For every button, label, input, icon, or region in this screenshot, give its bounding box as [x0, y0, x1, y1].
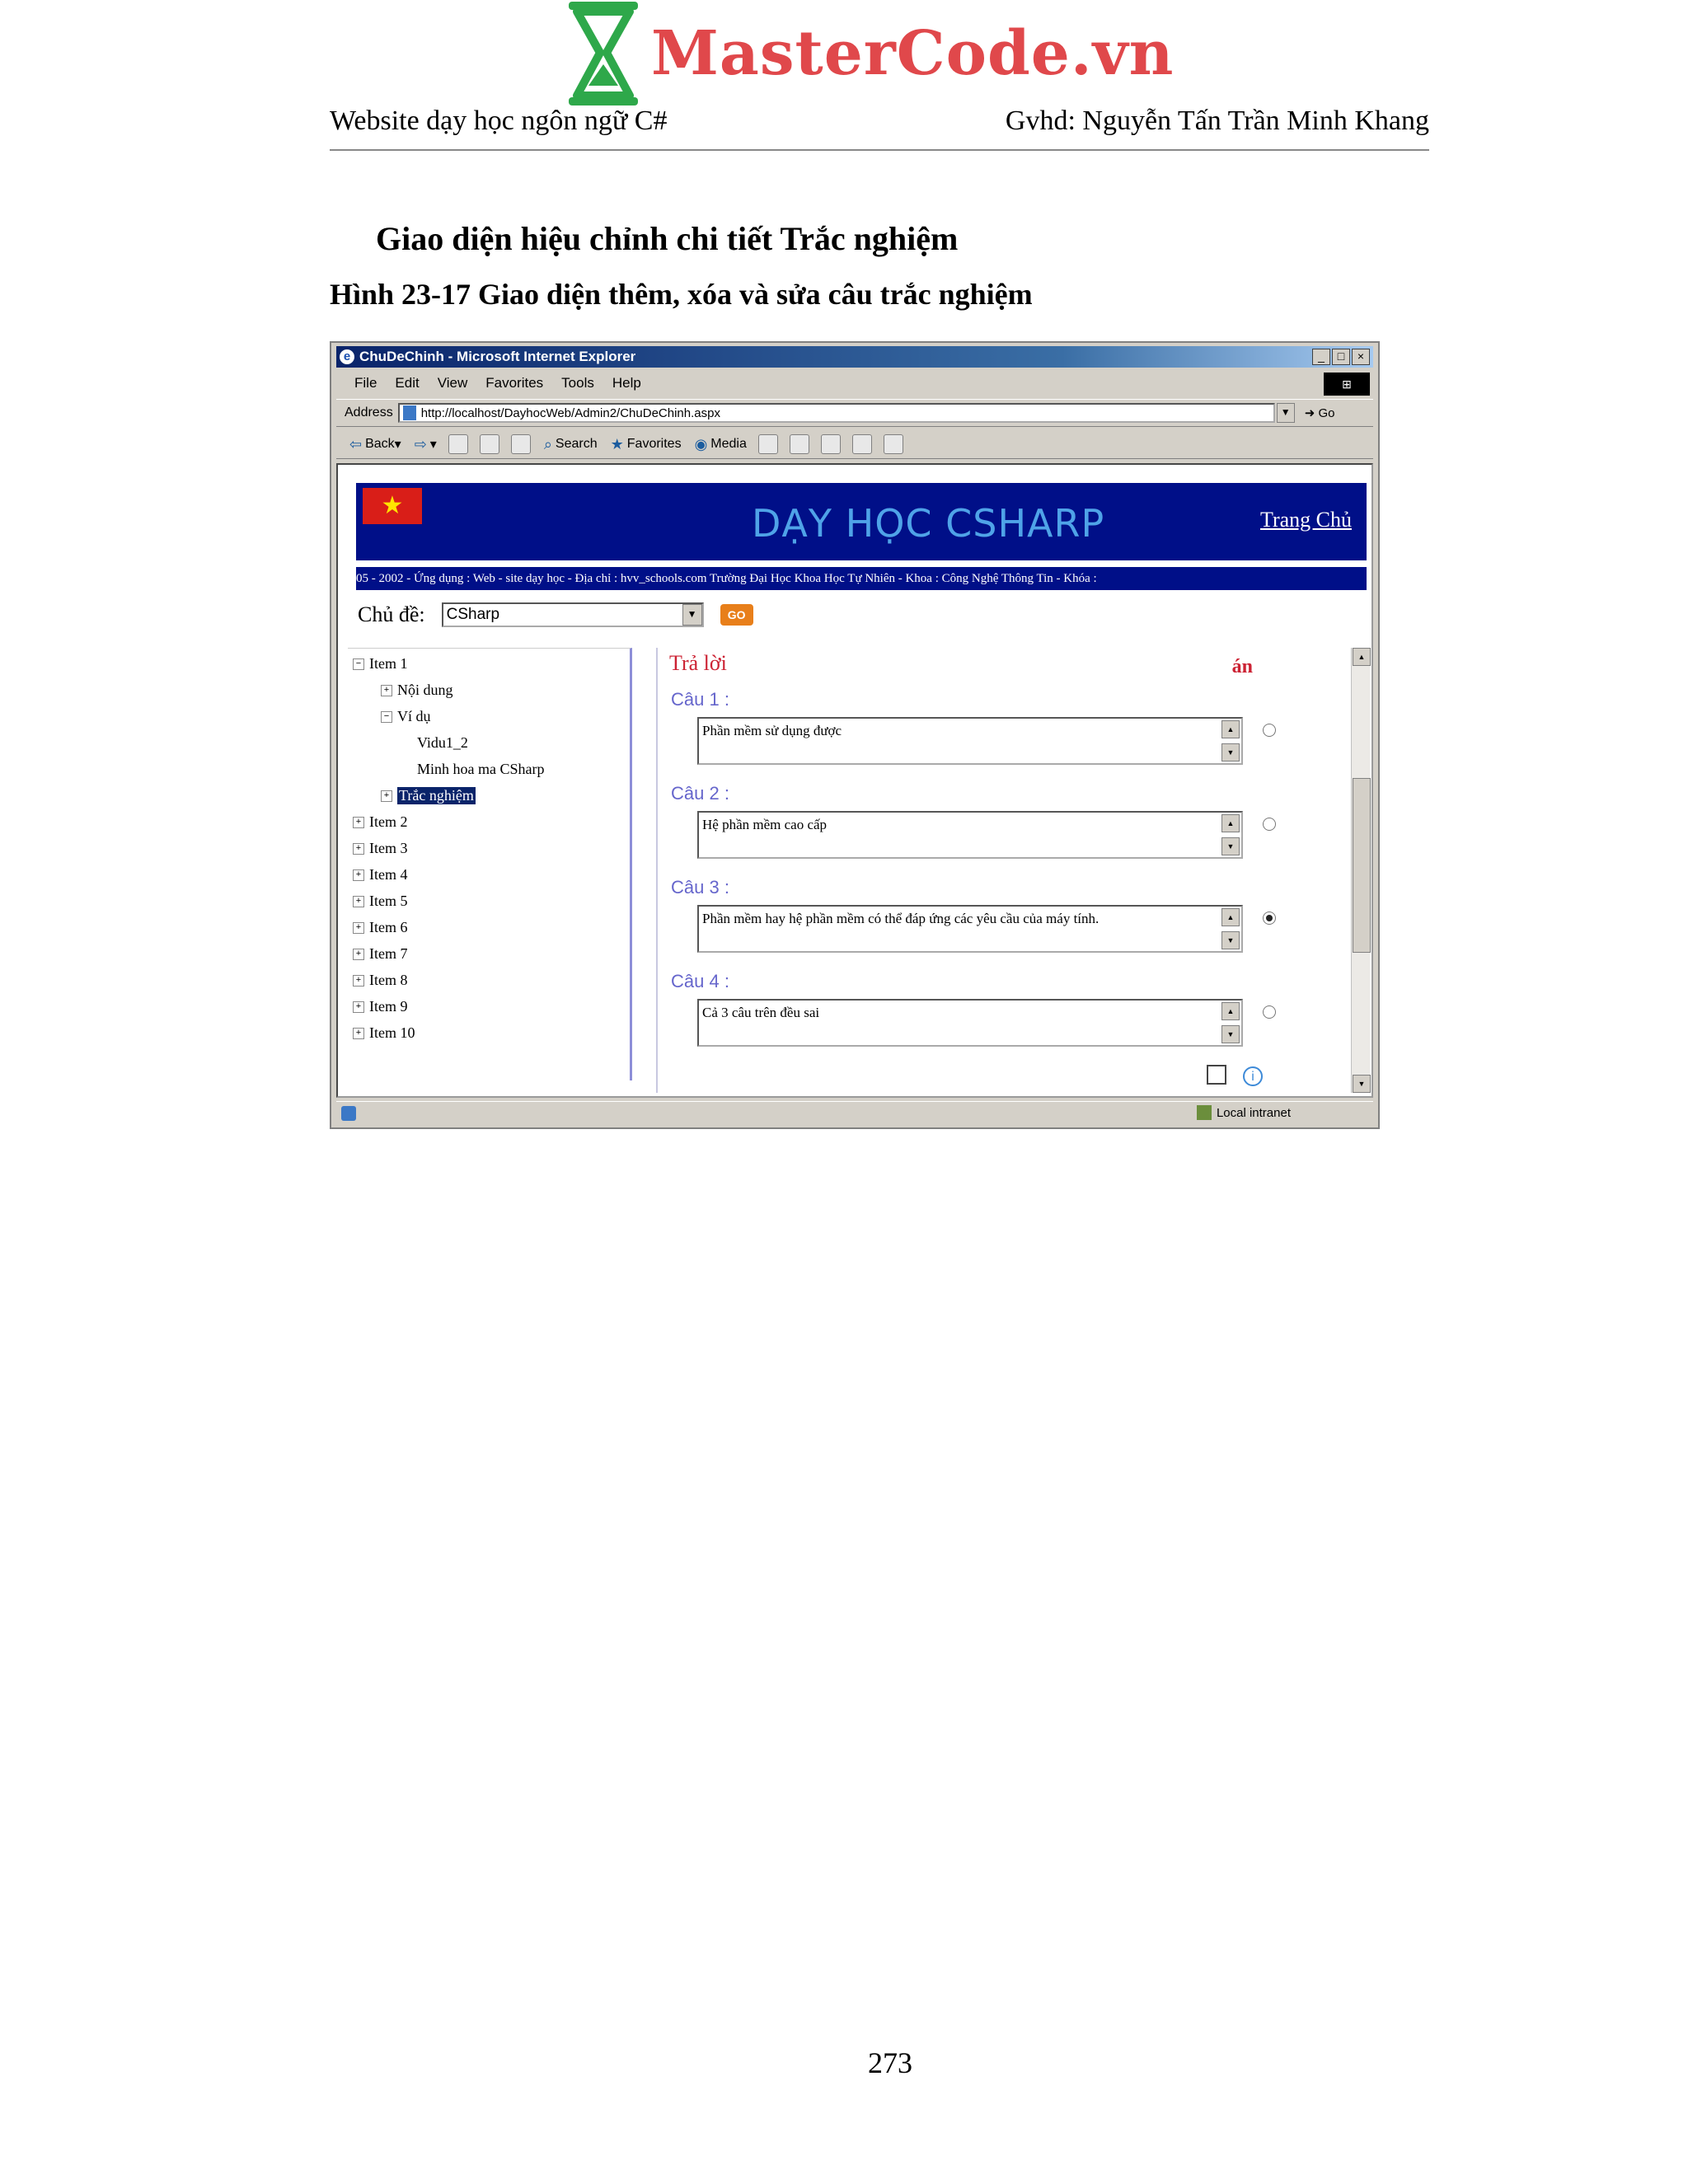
- mail-icon[interactable]: [790, 434, 809, 454]
- favorites-button[interactable]: ★ Favorites: [610, 435, 682, 452]
- tree-item[interactable]: − Ví dụ: [381, 708, 431, 725]
- close-button[interactable]: ×: [1352, 349, 1370, 365]
- expand-icon: +: [353, 1001, 364, 1013]
- answer-textarea[interactable]: Hệ phần mềm cao cấp ▲ ▼: [697, 811, 1243, 859]
- vertical-scrollbar[interactable]: [1351, 648, 1370, 1093]
- scroll-thumb[interactable]: [1353, 778, 1371, 953]
- expand-icon: +: [353, 975, 364, 987]
- correct-answer-radio[interactable]: [1263, 1005, 1276, 1019]
- intranet-icon: [1197, 1105, 1212, 1120]
- page-viewport: [336, 463, 1373, 1098]
- tree-item[interactable]: + Item 7: [353, 945, 408, 963]
- logo-text: MasterCode.vn: [651, 18, 1175, 89]
- correct-answer-header: án: [1231, 656, 1253, 677]
- window-title: ChuDeChinh - Microsoft Internet Explorer: [359, 349, 636, 364]
- topic-tree: [348, 648, 632, 1080]
- scroll-down-icon[interactable]: ▼: [1353, 1075, 1371, 1093]
- tree-item[interactable]: + Nội dung: [381, 682, 453, 699]
- windows-logo-icon: ⊞: [1324, 373, 1370, 396]
- address-value: http://localhost/DayhocWeb/Admin2/ChuDeChinh.aspx: [420, 405, 720, 420]
- question-label: Câu 1 :: [671, 689, 729, 710]
- header-divider: [330, 149, 1429, 151]
- zone-label: Local intranet: [1216, 1105, 1291, 1120]
- answer-textarea[interactable]: Phần mềm sử dụng được ▲ ▼: [697, 717, 1243, 765]
- title-bar: [336, 346, 1373, 368]
- correct-answer-radio[interactable]: [1263, 912, 1276, 925]
- history-icon[interactable]: [758, 434, 778, 454]
- running-title-left: Website dạy học ngôn ngữ C#: [330, 105, 668, 136]
- toolbar: [336, 430, 1373, 459]
- address-bar: [336, 399, 1373, 427]
- media-button[interactable]: ◉ Media: [694, 435, 747, 452]
- question-label: Câu 4 :: [671, 971, 729, 991]
- print-icon[interactable]: [821, 434, 841, 454]
- scroll-up-icon: ▲: [1221, 908, 1240, 926]
- browser-window: [330, 341, 1380, 1129]
- chevron-down-icon[interactable]: ▼: [682, 604, 702, 626]
- tree-item[interactable]: Vidu1_2: [417, 734, 468, 751]
- running-title-right: Gvhd: Nguyễn Tấn Trần Minh Khang: [1005, 105, 1429, 136]
- topic-value: CSharp: [446, 606, 500, 623]
- tree-item[interactable]: + Item 6: [353, 919, 408, 936]
- menu-edit[interactable]: Edit: [395, 375, 420, 391]
- home-link[interactable]: Trang Chủ: [1259, 508, 1352, 532]
- correct-answer-radio[interactable]: [1263, 724, 1276, 737]
- menu-file[interactable]: File: [354, 375, 377, 391]
- address-dropdown[interactable]: ▼: [1277, 403, 1295, 423]
- answer-panel: [656, 648, 1301, 1093]
- topic-go-button[interactable]: GO: [720, 604, 753, 626]
- scroll-up-icon: ▲: [1221, 814, 1240, 832]
- maximize-button[interactable]: □: [1332, 349, 1350, 365]
- info-icon[interactable]: i: [1243, 1066, 1263, 1086]
- media-icon: ◉: [694, 435, 708, 452]
- scroll-down-icon: ▼: [1221, 1025, 1240, 1043]
- home-icon[interactable]: [511, 434, 531, 454]
- site-title: DẠY HỌC CSHARP: [752, 501, 1105, 546]
- refresh-icon[interactable]: [480, 434, 499, 454]
- expand-icon: +: [353, 922, 364, 934]
- topic-select[interactable]: [442, 602, 704, 627]
- answer-textarea[interactable]: Cả 3 câu trên đều sai ▲ ▼: [697, 999, 1243, 1047]
- tree-item[interactable]: + Item 9: [353, 998, 408, 1015]
- scroll-up-icon: ▲: [1221, 720, 1240, 738]
- question-label: Câu 2 :: [671, 783, 729, 804]
- tree-item-selected[interactable]: + Trắc nghiệm: [381, 787, 476, 804]
- tree-item[interactable]: + Item 4: [353, 866, 408, 883]
- stop-icon[interactable]: [448, 434, 468, 454]
- vietnam-flag-icon: ★: [363, 488, 422, 524]
- expand-icon: +: [353, 817, 364, 828]
- search-button[interactable]: ⌕ Search: [543, 435, 598, 452]
- site-banner: [356, 483, 1367, 560]
- tree-item[interactable]: Minh hoa ma CSharp: [417, 761, 545, 777]
- go-button[interactable]: ➜ Go: [1304, 406, 1335, 420]
- answers-header: Trả lời: [669, 651, 727, 675]
- expand-icon: +: [353, 843, 364, 855]
- tree-item[interactable]: + Item 3: [353, 840, 408, 857]
- question-label: Câu 3 :: [671, 877, 729, 898]
- scroll-down-icon: ▼: [1221, 743, 1240, 762]
- hourglass-icon: [564, 0, 643, 107]
- forward-arrow-icon: ⇨: [414, 435, 427, 452]
- scroll-down-icon: ▼: [1221, 931, 1240, 949]
- menu-bar: [336, 371, 1373, 396]
- page-number: 273: [868, 2046, 912, 2079]
- section-heading: Giao diện hiệu chỉnh chi tiết Trắc nghiệm: [376, 220, 959, 257]
- minimize-button[interactable]: _: [1312, 349, 1330, 365]
- favorites-icon: ★: [610, 435, 624, 452]
- save-icon[interactable]: [1207, 1065, 1226, 1085]
- page-icon: [403, 405, 416, 420]
- back-arrow-icon: ⇦: [349, 435, 363, 452]
- tree-item[interactable]: + Item 10: [353, 1024, 415, 1042]
- security-zone: [1197, 1105, 1291, 1120]
- figure-caption: Hình 23-17 Giao diện thêm, xóa và sửa câu trắc nghiệm: [330, 278, 1033, 311]
- tree-item[interactable]: − Item 1: [353, 655, 408, 673]
- expand-icon: +: [353, 1028, 364, 1039]
- tree-item[interactable]: + Item 5: [353, 893, 408, 910]
- expand-icon: +: [353, 869, 364, 881]
- expand-icon: +: [353, 949, 364, 960]
- correct-answer-radio[interactable]: [1263, 818, 1276, 831]
- topic-row: [358, 600, 753, 630]
- ie-icon: e: [340, 349, 354, 364]
- answer-textarea[interactable]: Phần mềm hay hệ phần mềm có thể đáp ứng các yêu cầu của máy tính. ▲ ▼: [697, 905, 1243, 953]
- address-input[interactable]: [398, 403, 1275, 423]
- forward-button[interactable]: ⇨ ▾: [414, 435, 437, 452]
- topic-label: Chủ đề:: [358, 602, 425, 626]
- tree-item[interactable]: + Item 8: [353, 972, 408, 989]
- tree-item[interactable]: + Item 2: [353, 813, 408, 831]
- page-status-icon: [341, 1106, 356, 1121]
- scroll-up-icon: ▲: [1221, 1002, 1240, 1020]
- menu-view[interactable]: View: [437, 375, 468, 391]
- edit-icon[interactable]: [852, 434, 872, 454]
- logo: [564, 0, 1174, 107]
- expand-icon: +: [381, 790, 392, 802]
- collapse-icon: −: [381, 711, 392, 723]
- address-label: Address: [345, 405, 393, 419]
- marquee-text: 05 - 2002 - Ứng dụng : Web - site dạy học - Địa chỉ : hvv_schools.com Trường Đại Học Khoa Học Tự Nhiên - Khoa : Công Nghệ Thông Tin - Khóa :: [356, 567, 1367, 590]
- menu-tools[interactable]: Tools: [561, 375, 594, 391]
- menu-help[interactable]: Help: [612, 375, 641, 391]
- discuss-icon[interactable]: [884, 434, 903, 454]
- search-icon: ⌕: [543, 435, 552, 452]
- expand-icon: +: [381, 685, 392, 696]
- status-bar: [336, 1101, 1373, 1125]
- menu-favorites[interactable]: Favorites: [485, 375, 544, 391]
- expand-icon: +: [353, 896, 364, 907]
- back-button[interactable]: ⇦ Back ▾: [349, 435, 401, 452]
- scroll-up-icon[interactable]: ▲: [1353, 648, 1371, 666]
- scroll-down-icon: ▼: [1221, 837, 1240, 855]
- collapse-icon: −: [353, 658, 364, 670]
